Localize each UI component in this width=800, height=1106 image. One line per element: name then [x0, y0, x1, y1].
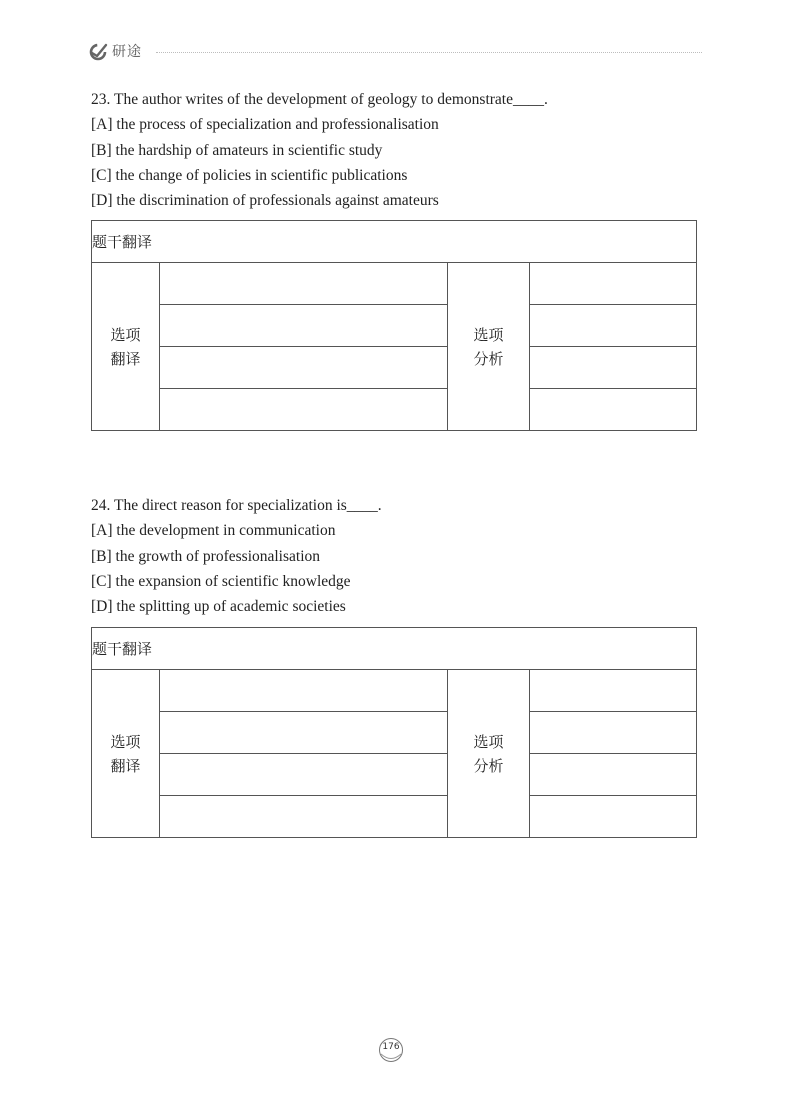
answer-worksheet-23	[91, 220, 697, 431]
option-c: [C] the expansion of scientific knowledge	[91, 572, 351, 590]
analysis-answer-cell[interactable]	[530, 670, 697, 712]
analysis-answer-cell[interactable]	[530, 347, 697, 389]
option-b: [B] the growth of professionalisation	[91, 547, 321, 565]
translation-answer-cell[interactable]	[160, 263, 448, 305]
answer-worksheet-24	[91, 627, 697, 838]
page-number-text: 176	[382, 1042, 400, 1052]
analysis-answer-cell[interactable]	[530, 754, 697, 796]
translation-answer-cell[interactable]	[160, 670, 448, 712]
option-a: [A] the process of specialization and professionalisation	[91, 116, 439, 134]
brand-logo-icon	[88, 42, 108, 62]
translation-answer-cell[interactable]	[160, 712, 448, 754]
option-b: [B] the hardship of amateurs in scientific study	[91, 141, 383, 159]
analysis-answer-cell[interactable]	[530, 263, 697, 305]
translation-answer-cell[interactable]	[160, 796, 448, 838]
option-translation-label: 选项 翻译	[92, 670, 160, 838]
option-translation-label: 选项 翻译	[92, 263, 160, 431]
page-number	[378, 1037, 404, 1063]
analysis-answer-cell[interactable]	[530, 712, 697, 754]
header-divider	[156, 52, 702, 53]
option-c: [C] the change of policies in scientific publications	[91, 166, 408, 184]
option-a: [A] the development in communication	[91, 522, 336, 540]
option-analysis-label: 选项 分析	[448, 263, 530, 431]
option-d: [D] the discrimination of professionals against amateurs	[91, 192, 439, 210]
translation-answer-cell[interactable]	[160, 754, 448, 796]
brand-name: 研途	[112, 44, 142, 60]
option-d: [D] the splitting up of academic societies	[91, 598, 346, 616]
question-stem: 24. The direct reason for specialization is____.	[91, 497, 382, 514]
analysis-answer-cell[interactable]	[530, 796, 697, 838]
translation-answer-cell[interactable]	[160, 305, 448, 347]
stem-translation-label: 题干翻译	[92, 221, 697, 263]
stem-translation-label: 题干翻译	[92, 628, 697, 670]
question-23	[91, 87, 711, 213]
question-stem: 23. The author writes of the development of geology to demonstrate____.	[91, 91, 548, 108]
translation-answer-cell[interactable]	[160, 389, 448, 431]
question-24	[91, 493, 711, 619]
page-header	[88, 42, 702, 64]
analysis-answer-cell[interactable]	[530, 389, 697, 431]
option-analysis-label: 选项 分析	[448, 670, 530, 838]
translation-answer-cell[interactable]	[160, 347, 448, 389]
analysis-answer-cell[interactable]	[530, 305, 697, 347]
